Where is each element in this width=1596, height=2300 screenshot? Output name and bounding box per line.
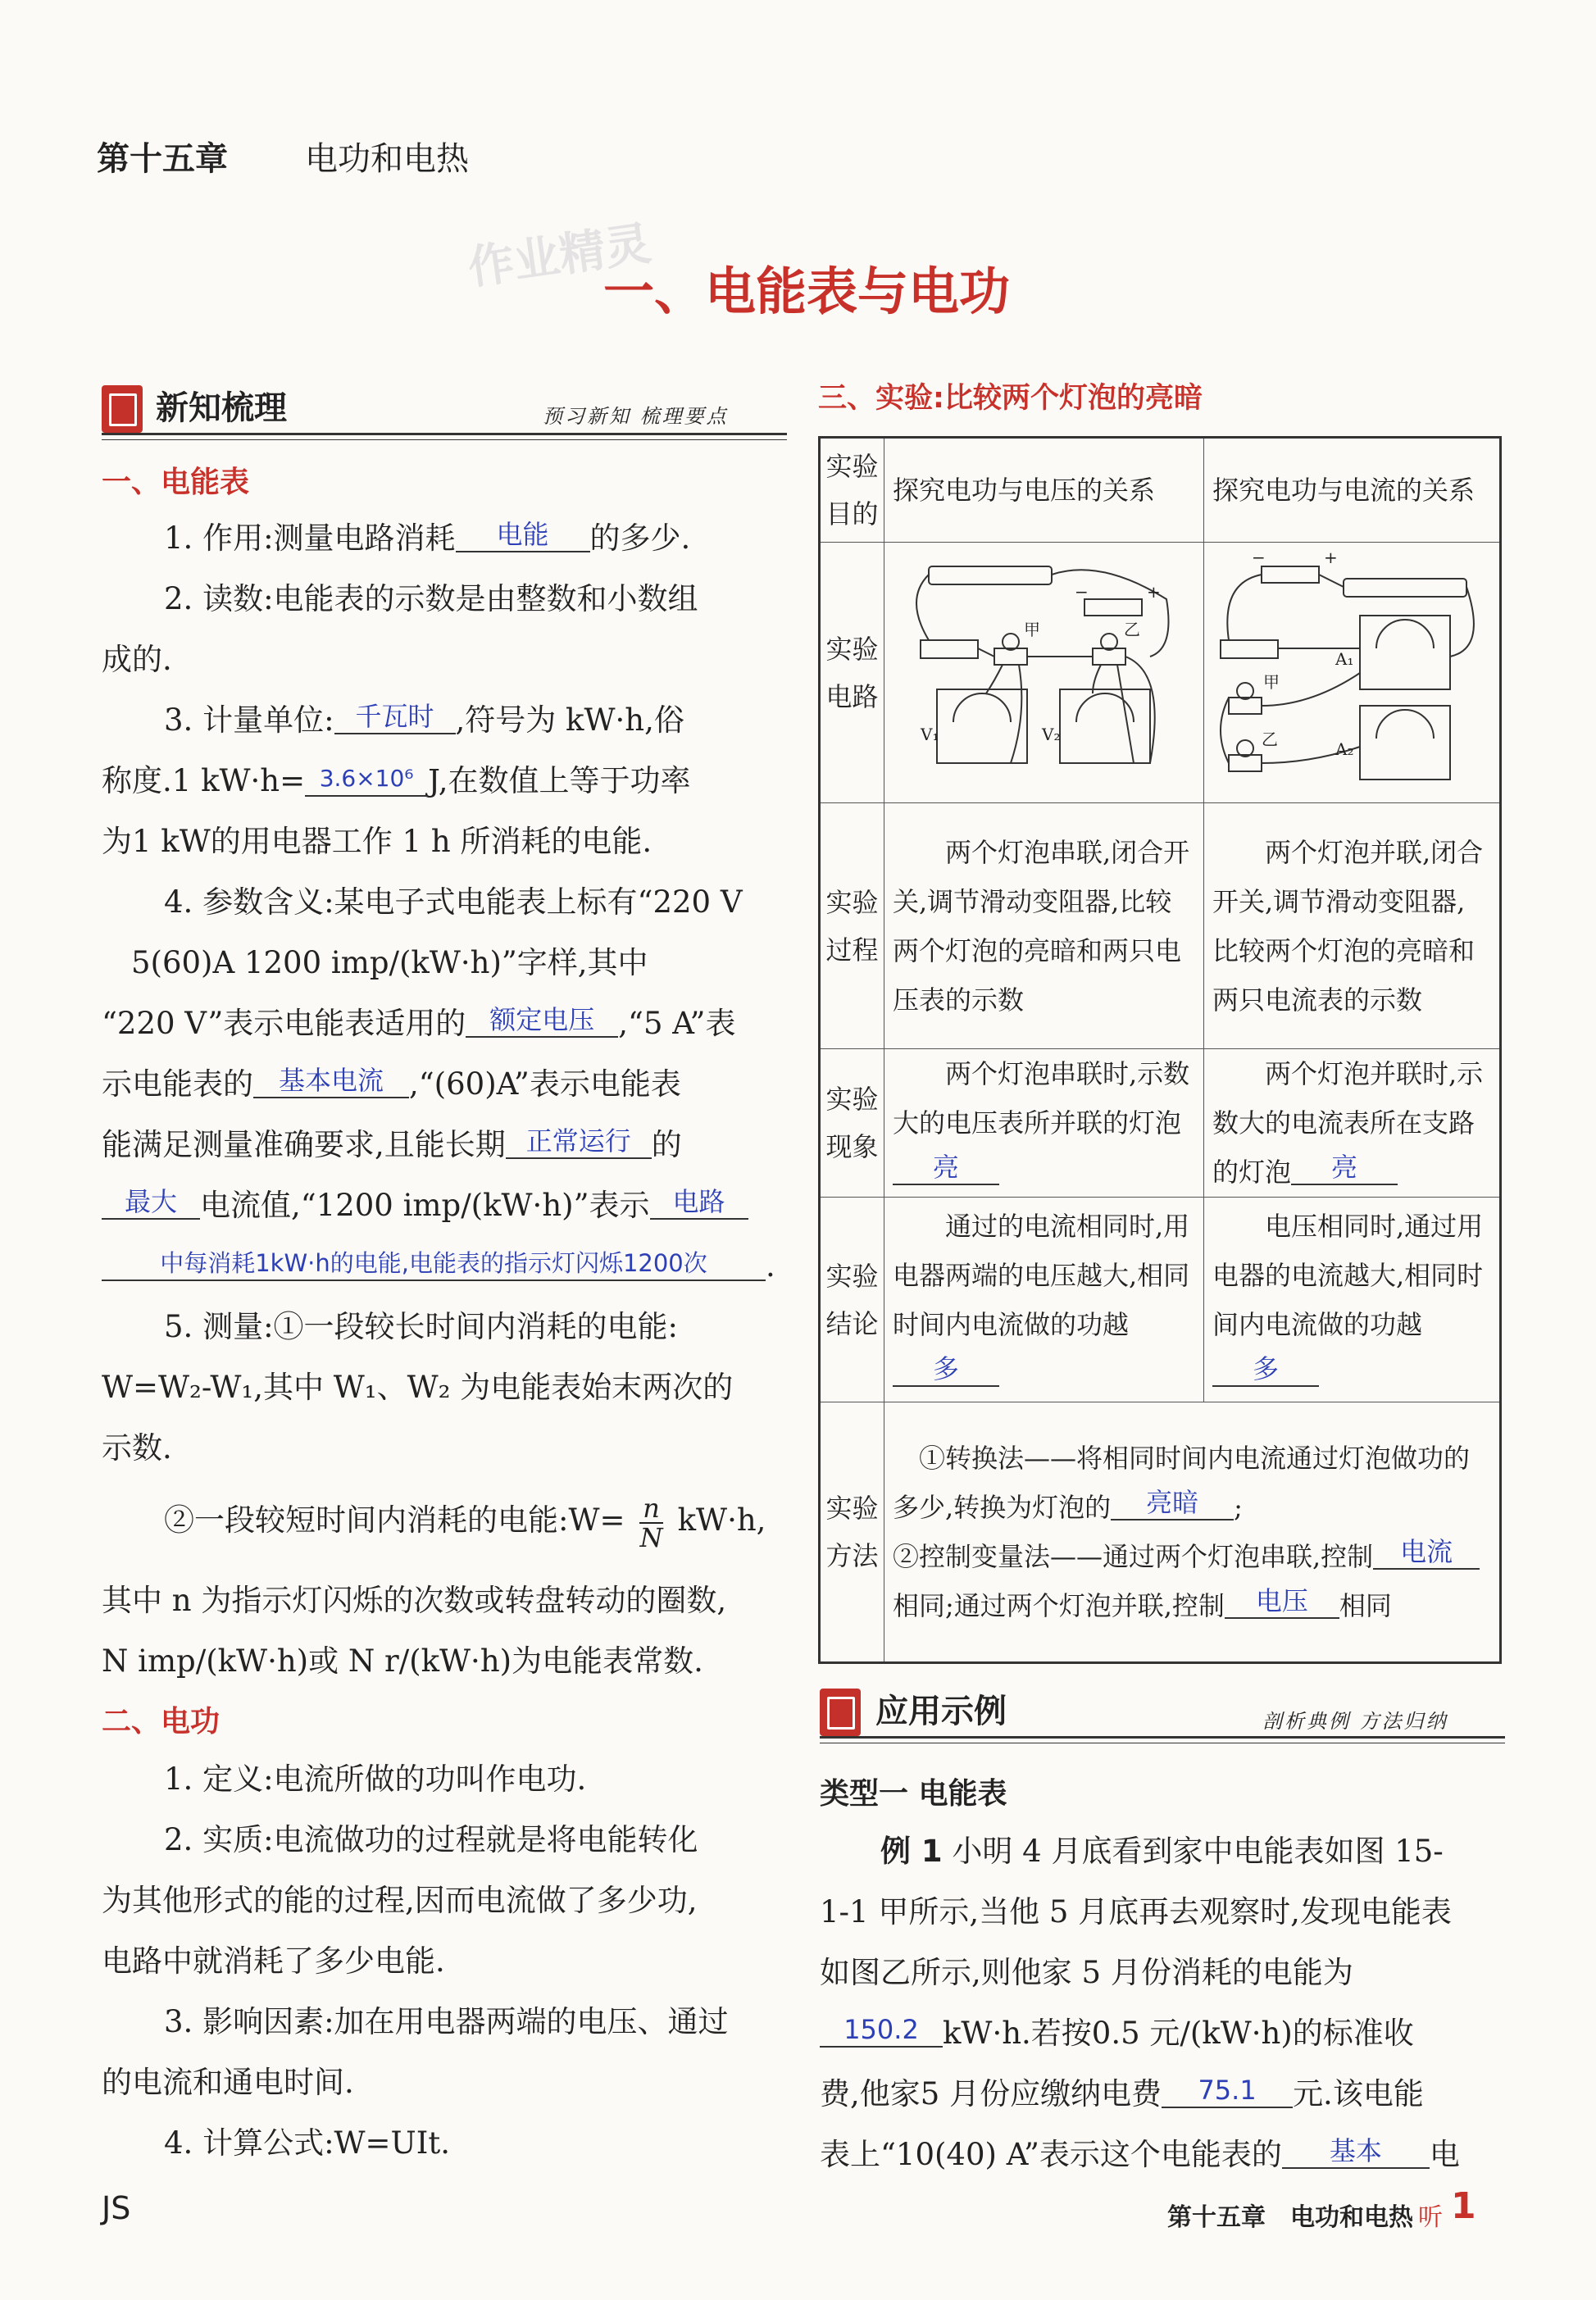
- label-yi: 乙: [1262, 729, 1278, 749]
- line-l10: [102, 1115, 682, 1175]
- switch-icon: [1221, 640, 1278, 658]
- row-head-purpose: 实验目的: [820, 438, 884, 543]
- section-title-diangong: 二、电功: [102, 1705, 221, 1739]
- box-title-yingyong: 应用示例: [875, 1693, 1007, 1730]
- section-badge-icon-2: [820, 1689, 861, 1736]
- label-a2: A₂: [1335, 739, 1354, 759]
- answer-a11b: 电路: [650, 1185, 748, 1220]
- footer-chapter: 第十五章: [1167, 2203, 1266, 2232]
- circuit-series-diagram: [904, 550, 1183, 796]
- text-l1b: 的多少.: [589, 520, 691, 556]
- line-m1: 1. 定义:电流所做的功叫作电功.: [164, 1761, 587, 1797]
- box-title-xinzhi: 新知梳理: [156, 389, 287, 427]
- conclusion-text-1: 通过的电流相同时,用电器两端的电压越大,相同时间内电流做的功越: [892, 1210, 1190, 1340]
- row-head-circuit: 实验电路: [820, 543, 884, 803]
- line-l16: [164, 1490, 766, 1552]
- method-text-4: 相同: [1339, 1590, 1392, 1621]
- conclusion-col2: [1204, 1198, 1501, 1402]
- answer-conclusion-1: 多: [893, 1352, 999, 1387]
- line-l2a: 2. 读数:电能表的示数是由整数和小数组: [164, 581, 698, 616]
- line-l17: 其中 n 为指示灯闪烁的次数或转盘转动的圈数,: [102, 1583, 727, 1618]
- page-title: 一、电能表与电功: [603, 261, 1011, 321]
- answer-method-2: 电流: [1373, 1535, 1480, 1570]
- answer-ea1: 150.2: [820, 2013, 943, 2048]
- box-divider: [102, 433, 787, 435]
- text-l3a: 3. 计量单位:: [164, 702, 334, 738]
- text-l11a: 电流值,“1200 imp/(kW·h)”表示: [200, 1188, 650, 1223]
- line-m4: 电路中就消耗了多少电能.: [102, 1943, 445, 1979]
- answer-a3: 千瓦时: [334, 700, 456, 734]
- line-l13: 5. 测量:①一段较长时间内消耗的电能:: [164, 1309, 678, 1344]
- text-l8b: ,“5 A”表: [618, 1006, 736, 1041]
- label-plus: +: [1324, 549, 1338, 567]
- voltmeter-2-icon: [1060, 689, 1150, 763]
- footer-left: JS: [102, 2190, 131, 2226]
- line-l6: 4. 参数含义:某电子式电能表上标有“220 V: [164, 884, 743, 920]
- text-l9b: ,“(60)A”表示电能表: [409, 1066, 681, 1102]
- battery-icon: [1084, 599, 1142, 616]
- text-l1a: 1. 作用:测量电路消耗: [164, 520, 456, 556]
- text-e5: 费,他家5 月份应缴纳电费: [820, 2076, 1162, 2111]
- label-v2: V₂: [1042, 724, 1061, 744]
- text-l12b: .: [766, 1248, 775, 1284]
- box-tag-xinzhi: 预习新知 梳理要点: [543, 405, 729, 428]
- line-l14: W=W₂-W₁,其中 W₁、W₂ 为电能表始末两次的: [102, 1370, 734, 1405]
- label-jia: 甲: [1263, 671, 1280, 692]
- conclusion-text-2: 电压相同时,通过用电器的电流越大,相同时间内电流做的功越: [1212, 1210, 1484, 1340]
- answer-a10: 正常运行: [506, 1125, 652, 1159]
- text-e5b: 元.该电能: [1293, 2076, 1424, 2111]
- line-e4: [820, 2003, 1414, 2064]
- line-l18: N imp/(kW·h)或 N r/(kW·h)为电能表常数.: [102, 1643, 703, 1679]
- watermark: 作业精灵: [465, 216, 655, 296]
- label-yi: 乙: [1124, 619, 1141, 639]
- chapter-number: 第十五章: [97, 140, 228, 178]
- label-v1: V₁: [921, 724, 939, 744]
- fraction-num: n: [639, 1494, 663, 1524]
- line-l3: [164, 690, 684, 751]
- method-text-1: ①转换法——将相同时间内电流通过灯泡做功的多少,转换为灯泡的: [892, 1443, 1470, 1523]
- line-l12: [102, 1236, 775, 1297]
- process-col2: 两个灯泡并联,闭合开关,调节滑动变阻器,比较两个灯泡的亮暗和两只电流表的示数: [1204, 803, 1501, 1049]
- phenomenon-col2: [1204, 1049, 1501, 1198]
- rheostat-icon: [929, 566, 1052, 584]
- answer-a9: 基本电流: [253, 1064, 409, 1098]
- line-l7: 5(60)A 1200 imp/(kW·h)”字样,其中: [131, 945, 648, 980]
- line-l2b: 成的.: [102, 642, 172, 677]
- text-l9a: 示电能表的: [102, 1066, 253, 1102]
- label-minus: −: [1075, 581, 1089, 602]
- line-m3: 为其他形式的能的过程,因而电流做了多少功,: [102, 1883, 698, 1918]
- answer-ea3: 基本: [1282, 2134, 1430, 2169]
- method-text-3: 相同;通过两个灯泡并联,控制: [892, 1590, 1225, 1621]
- circuit-parallel-cell: [1204, 543, 1501, 803]
- method-text-1b: ;: [1234, 1492, 1243, 1523]
- answer-method-3: 电压: [1225, 1584, 1339, 1619]
- text-e6: 表上“10(40) A”表示这个电能表的: [820, 2137, 1282, 2172]
- line-m7: 4. 计算公式:W=UIt.: [164, 2125, 450, 2161]
- row-conclusion: [820, 1198, 1501, 1402]
- text-l4b: J,在数值上等于功率: [428, 763, 691, 798]
- answer-ea2: 75.1: [1162, 2074, 1293, 2108]
- method-text-2: ②控制变量法——通过两个灯泡串联,控制: [892, 1541, 1374, 1572]
- row-method: [820, 1402, 1501, 1663]
- text-l4a: 称度.1 kW·h=: [102, 763, 306, 798]
- phenomenon-col1: [884, 1049, 1203, 1198]
- battery-icon: [1262, 566, 1319, 583]
- label-minus: −: [1252, 549, 1266, 567]
- row-head-phenomenon: 实验现象: [820, 1049, 884, 1198]
- method-cell: [884, 1402, 1500, 1663]
- box2-divider: [820, 1736, 1505, 1739]
- type-one-heading: 类型一 电能表: [820, 1777, 1007, 1811]
- circuit-parallel-diagram: [1212, 550, 1491, 796]
- chapter-title: 电功和电热: [305, 140, 469, 178]
- phenomenon-text-2: 两个灯泡并联时,示数大的电流表所在支路的灯泡: [1212, 1058, 1484, 1188]
- line-l5: 为1 kW的用电器工作 1 h 所消耗的电能.: [102, 824, 652, 859]
- ammeter-1-icon: [1360, 616, 1450, 689]
- process-col1: 两个灯泡串联,闭合开关,调节滑动变阻器,比较两个灯泡的亮暗和两只电压表的示数: [884, 803, 1203, 1049]
- answer-a1: 电能: [456, 518, 590, 552]
- line-e6: [820, 2125, 1460, 2185]
- text-l3b: ,符号为 kW·h,俗: [455, 702, 684, 738]
- rheostat-icon: [1344, 579, 1466, 597]
- row-purpose: [820, 438, 1501, 543]
- page-number: 1: [1451, 2185, 1476, 2227]
- text-l16a: ②一段较短时间内消耗的电能:W=: [164, 1502, 625, 1538]
- line-e3: 如图乙所示,则他家 5 月份消耗的电能为: [820, 1955, 1353, 1990]
- text-l10a: 能满足测量准确要求,且能长期: [102, 1127, 506, 1162]
- line-e2: 1-1 甲所示,当他 5 月底再去观察时,发现电能表: [820, 1894, 1452, 1930]
- line-l4: [102, 751, 691, 811]
- label-plus: +: [1147, 581, 1162, 602]
- line-m5: 3. 影响因素:加在用电器两端的电压、通过: [164, 2004, 729, 2039]
- text-e4: kW·h.若按0.5 元/(kW·h)的标准收: [943, 2016, 1414, 2051]
- line-l11: [102, 1175, 748, 1236]
- answer-method-1: 亮暗: [1111, 1486, 1234, 1520]
- answer-phenomenon-1: 亮: [893, 1151, 999, 1185]
- line-l15: 示数.: [102, 1430, 172, 1466]
- line-l9: [102, 1054, 681, 1115]
- example-label: 例 1: [880, 1834, 943, 1869]
- row-phenomenon: [820, 1049, 1501, 1198]
- line-m6: 的电流和通电时间.: [102, 2065, 354, 2100]
- answer-a12: 中每消耗1kW·h的电能,电能表的指示灯闪烁1200次: [102, 1247, 766, 1281]
- label-a1: A₁: [1335, 648, 1354, 669]
- label-jia: 甲: [1024, 619, 1041, 639]
- row-process: [820, 803, 1501, 1049]
- row-head-method: 实验方法: [820, 1402, 884, 1663]
- text-e1: 小明 4 月底看到家中电能表如图 15-: [952, 1834, 1444, 1869]
- text-e6b: 电: [1429, 2137, 1460, 2172]
- text-l10b: 的: [651, 1127, 682, 1162]
- switch-icon: [921, 640, 978, 658]
- line-l1: [164, 508, 690, 569]
- text-l16b: kW·h,: [677, 1502, 766, 1538]
- experiment-table: [818, 436, 1502, 1664]
- text-l8a: “220 V”表示电能表适用的: [102, 1006, 466, 1041]
- box-tag-yingyong: 剖析典例 方法归纳: [1262, 1710, 1448, 1733]
- circuit-series-cell: [884, 543, 1203, 803]
- section-title-shiyan: 三、实验:比较两个灯泡的亮暗: [818, 382, 1203, 415]
- row-head-conclusion: 实验结论: [820, 1198, 884, 1402]
- row-circuit: [820, 543, 1501, 803]
- line-e5: [820, 2064, 1424, 2125]
- fraction-n-over-N: [639, 1494, 663, 1552]
- answer-conclusion-2: 多: [1212, 1352, 1319, 1387]
- ammeter-2-icon: [1360, 706, 1450, 780]
- phenomenon-text-1: 两个灯泡串联时,示数大的电压表所并联的灯泡: [892, 1058, 1190, 1139]
- answer-a8: 额定电压: [466, 1003, 618, 1038]
- answer-a4: 3.6×10⁶: [305, 762, 428, 797]
- answer-a11: 最大: [102, 1185, 200, 1220]
- line-l8: [102, 993, 735, 1054]
- conclusion-col1: [884, 1198, 1203, 1402]
- fraction-den: N: [639, 1521, 663, 1553]
- footer-title: 电功和电热: [1290, 2203, 1413, 2232]
- line-m2: 2. 实质:电流做功的过程就是将电能转化: [164, 1822, 698, 1857]
- footer-listen: 听: [1418, 2203, 1443, 2232]
- section-badge-icon: [102, 385, 143, 433]
- box-divider-thin: [102, 439, 787, 440]
- line-e1: [880, 1821, 1444, 1882]
- purpose-col2: 探究电功与电流的关系: [1204, 438, 1501, 543]
- purpose-col1: 探究电功与电压的关系: [884, 438, 1203, 543]
- answer-phenomenon-2: 亮: [1291, 1151, 1398, 1185]
- row-head-process: 实验过程: [820, 803, 884, 1049]
- section-title-dianneng: 一、电能表: [102, 466, 250, 499]
